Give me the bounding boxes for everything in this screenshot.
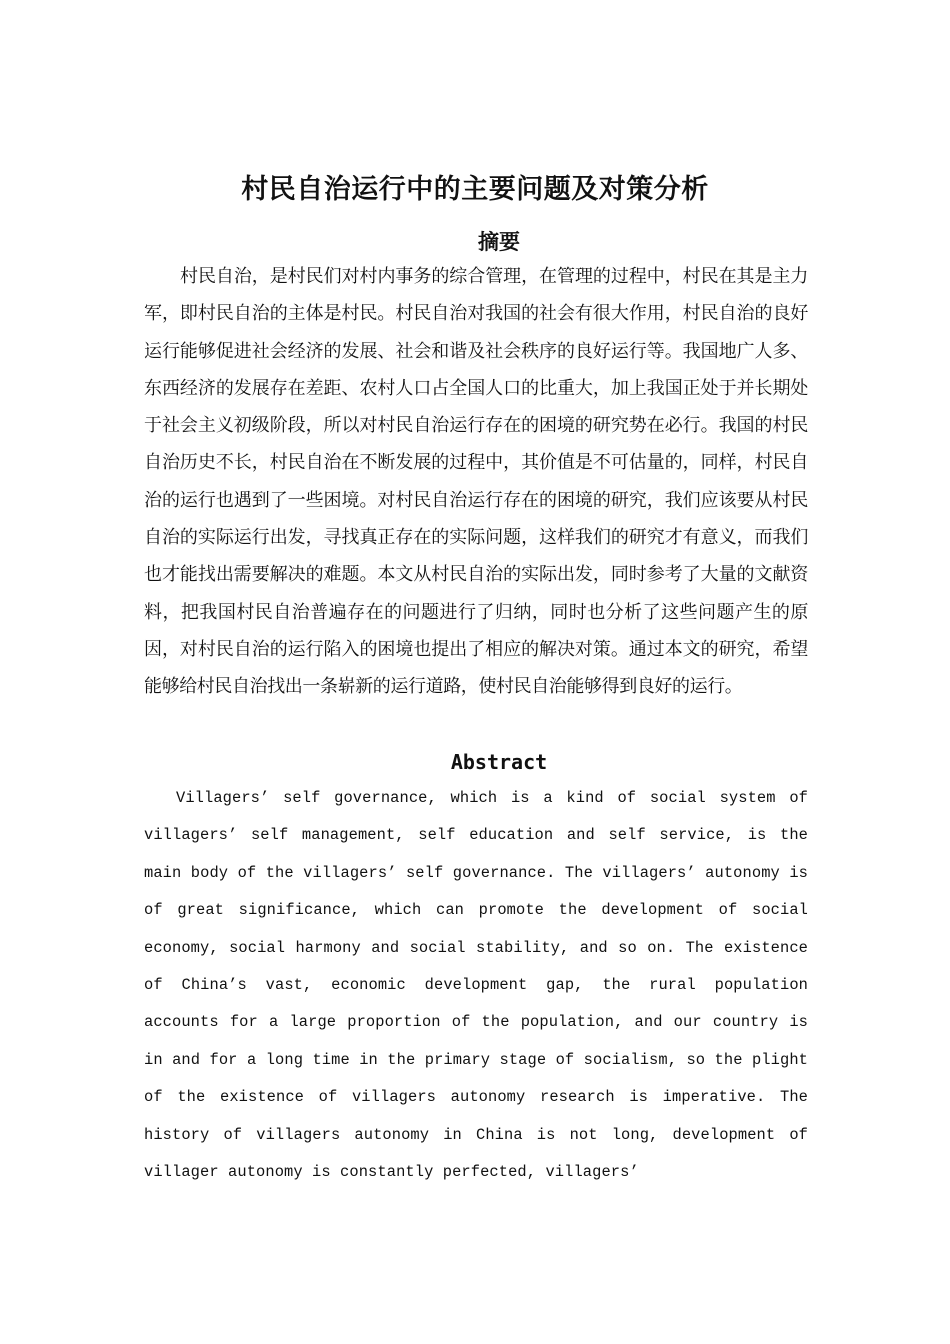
document-title: 村民自治运行中的主要问题及对策分析 <box>241 174 709 205</box>
abstract-en-heading: Abstract <box>450 750 548 774</box>
abstract-en-paragraph: Villagers’ self governance, which is a kind of social system of villagers’ self management, self education and self service, is the main body of the villagers’ self governance. The villagers’ autonomy is of great significance, which can promote the development of social economy, social harmony and social stability, and so on. The existence of China’s vast, economic development gap, the rural population accounts for a large proportion of the population, and our country is in and for a long time in the primary stage of socialism, so the plight of the existence of villagers autonomy research is imperative. The history of villagers autonomy in China is not long, development of villager autonomy is constantly perfected, villagers’ <box>144 789 808 1182</box>
abstract-cn-paragraph: 村民自治，是村民们对村内事务的综合管理，在管理的过程中，村民在其是主力军，即村民自治的主体是村民。村民自治对我国的社会有很大作用，村民自治的良好运行能够促进社会经济的发展、社会和谐及社会秩序的良好运行等。我国地广人多、东西经济的发展存在差距、农村人口占全国人口的比重大，加上我国正处于并长期处于社会主义初级阶段，所以对村民自治运行存在的困境的研究势在必行。我国的村民自治历史不长，村民自治在不断发展的过程中，其价值是不可估量的，同样，村民自治的运行也遇到了一些困境。对村民自治运行存在的困境的研究，我们应该要从村民自治的实际运行出发，寻找真正存在的实际问题，这样我们的研究才有意义，而我们也才能找出需要解决的难题。本文从村民自治的实际出发，同时参考了大量的文献资料，把我国村民自治普遍存在的问题进行了归纳，同时也分析了这些问题产生的原因，对村民自治的运行陷入的困境也提出了相应的解决对策。通过本文的研究，希望能够给村民自治找出一条崭新的运行道路，使村民自治能够得到良好的运行。 <box>144 266 808 698</box>
abstract-cn-heading: 摘要 <box>478 230 520 254</box>
